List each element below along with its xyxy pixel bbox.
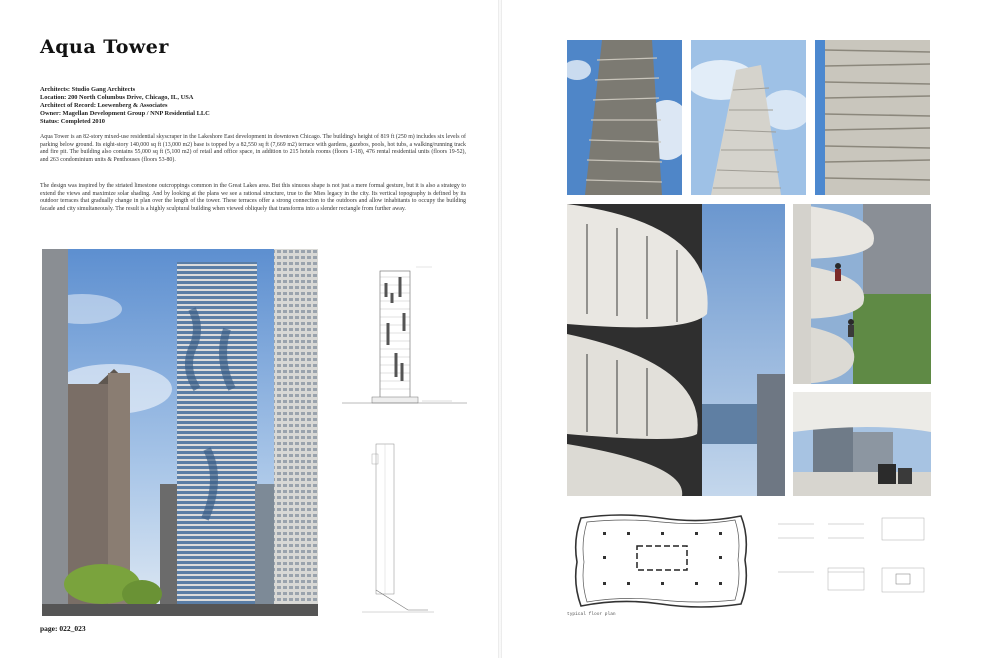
project-info — [40, 86, 480, 126]
floor-plan-caption: typical floor plan — [567, 612, 616, 617]
tower-elevation-drawing — [342, 263, 467, 411]
body-paragraph-1: Aqua Tower is an 82-story mixed-use residential skyscraper in the Lakeshore East development in downtown Chicago. The building's height of 819 ft (250 m) includes six levels of parking below ground. Its eight-story 140,000 sq ft (13,000 m2) base is topped by a 82,550 sq ft (7,669 m2) terrace with gardens, gazebos, pools, hot tubs, a walking/running track and fire pit. The building also contains 55,000 sq ft (5,100 m2) of retail and office space, in addition to 215 hotels rooms (floors 1-18), 476 rental residential units (floors 19-52), and 263 condominium units & Penthouses (floors 53-80). — [40, 134, 466, 163]
page-number: page: 022_023 — [40, 624, 86, 633]
page-title: Aqua Tower — [40, 36, 169, 58]
floor-plan-thumbnails — [770, 508, 935, 612]
tower-street-photo — [42, 249, 318, 616]
tower-section-drawing — [362, 440, 434, 616]
owner-line: Owner: Magellan Development Group / NNP Residential LLC — [40, 109, 210, 117]
tower-facade-photo-2 — [691, 40, 806, 195]
body-paragraph-2: The design was inspired by the striated limestone outcroppings common in the Great Lakes area. But this sinuous shape is not just a mere formal gesture, but it is also a strategy to extend the views and maximize solar shading. And by looking at the plans we see a rational structure, true to the Mies legacy in the city. Its vertical topography is defined by its outdoor terraces that gradually change in plan over the length of the tower. These terraces offer a strong connection to the outdoors and allow inhabitants to occupy the building facade and city simultaneously. The result is a highly sculptural building when viewed obliquely that transforms into a slender rectangle from further away. — [40, 183, 466, 212]
tower-facade-photo-1 — [567, 40, 682, 195]
architects-line: Architects: Studio Gang Architects — [40, 86, 136, 93]
status-line: Status: Completed 2010 — [40, 117, 105, 125]
balcony-view-photo — [567, 204, 785, 496]
location-line: Location: 200 North Columbus Drive, Chicago, IL, USA — [40, 93, 194, 101]
record-architect-line: Architect of Record: Loewenberg & Associates — [40, 101, 168, 109]
terrace-furniture-photo — [793, 392, 931, 496]
terrace-people-photo — [793, 204, 931, 384]
tower-facade-photo-3 — [815, 40, 930, 195]
typical-floor-plan-drawing — [567, 508, 757, 612]
page-gutter — [498, 0, 502, 658]
